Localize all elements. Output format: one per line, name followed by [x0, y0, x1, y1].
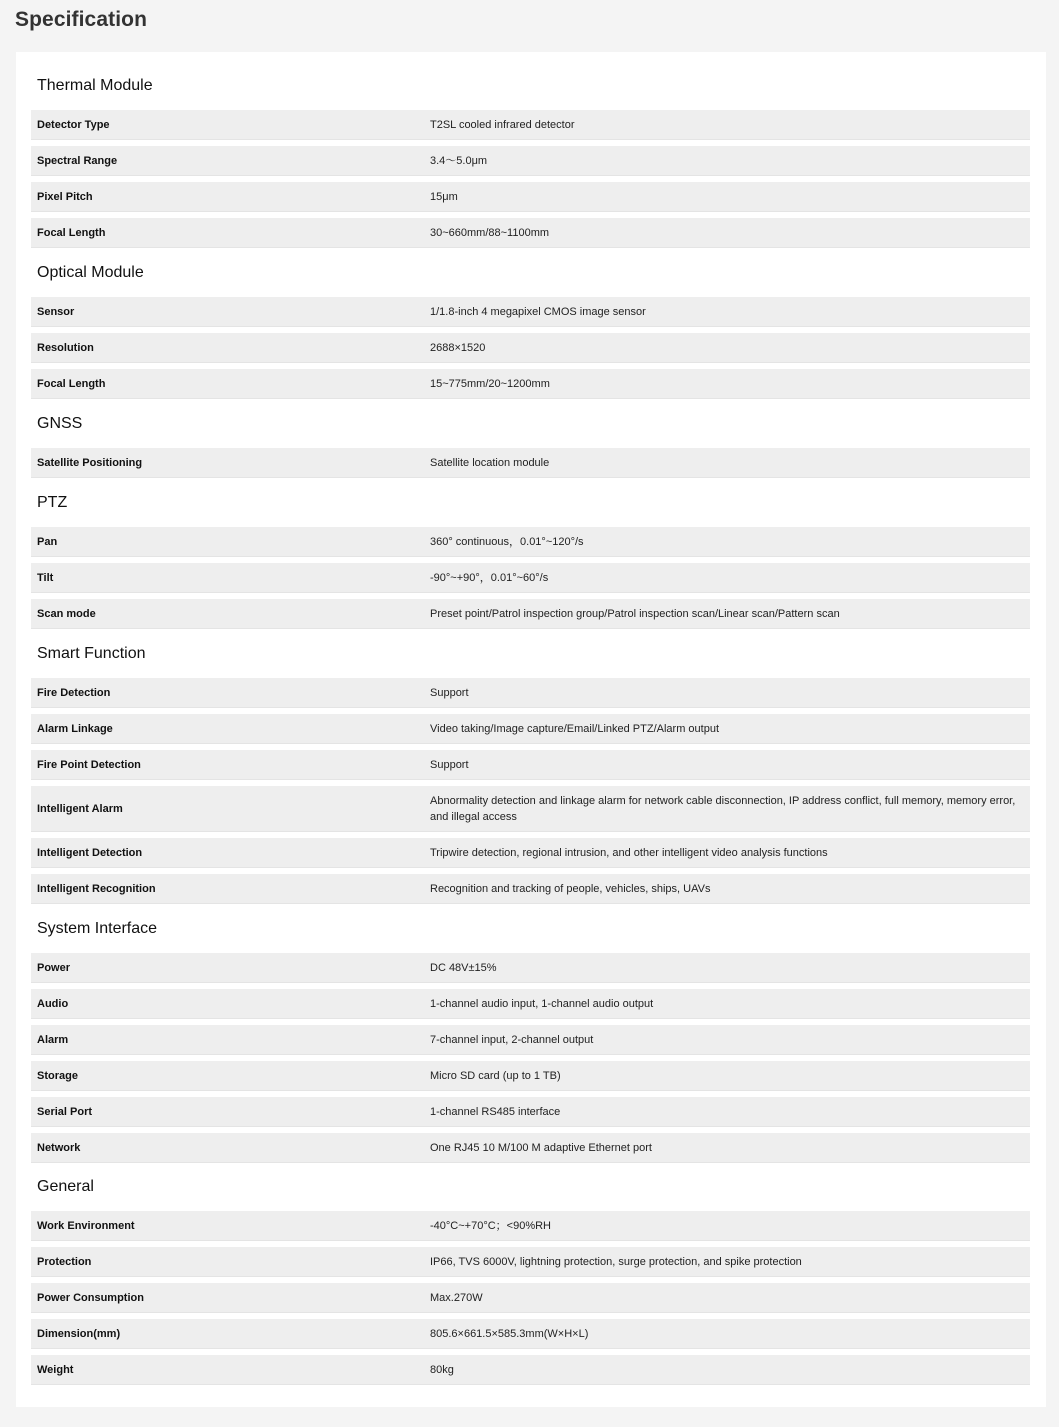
spec-label: Serial Port [37, 1105, 93, 1118]
spec-value: Satellite location module [430, 456, 550, 469]
spec-label: Spectral Range [37, 154, 118, 167]
spec-value: 1-channel audio input, 1-channel audio output [430, 997, 654, 1010]
section-title-general: General [37, 1178, 94, 1195]
page-title: Specification [15, 8, 147, 31]
spec-label: Network [37, 1141, 81, 1154]
spec-value: -90°~+90°，0.01°~60°/s [430, 571, 549, 584]
section-title-system-interface: System Interface [37, 920, 158, 937]
spec-label: Fire Detection [37, 686, 111, 699]
spec-value: T2SL cooled infrared detector [430, 118, 575, 131]
spec-row-power [31, 953, 1030, 983]
spec-label: Intelligent Recognition [37, 882, 156, 895]
spec-row-tilt [31, 563, 1030, 593]
spec-value: 7-channel input, 2-channel output [430, 1033, 594, 1046]
spec-row-storage [31, 1061, 1030, 1091]
spec-row-focal-length-optical [31, 369, 1030, 399]
spec-row-intelligent-detection [31, 838, 1030, 868]
spec-value: Video taking/Image capture/Email/Linked PTZ/Alarm output [430, 722, 720, 735]
spec-label: Alarm [37, 1033, 69, 1046]
spec-value: 360° continuous，0.01°~120°/s [430, 535, 584, 548]
spec-label: Pan [37, 535, 58, 548]
spec-row-pan [31, 527, 1030, 557]
spec-row-dimension [31, 1319, 1030, 1349]
spec-label: Weight [37, 1363, 74, 1376]
spec-label: Fire Point Detection [37, 758, 141, 771]
spec-value: Support [430, 758, 469, 771]
spec-value: DC 48V±15% [430, 961, 497, 974]
spec-label: Work Environment [37, 1219, 135, 1232]
spec-label: Detector Type [37, 118, 110, 131]
spec-row-intelligent-alarm [31, 786, 1030, 832]
spec-value: Abnormality detection and linkage alarm for network cable disconnection, IP address conflict, full memory, memory error, and illegal access [430, 794, 1016, 823]
spec-label: Intelligent Alarm [37, 802, 123, 815]
spec-label: Power Consumption [37, 1291, 144, 1304]
spec-value: 15~775mm/20~1200mm [430, 377, 550, 390]
spec-value: 2688×1520 [430, 341, 486, 354]
spec-label: Sensor [37, 305, 75, 318]
spec-row-pixel-pitch [31, 182, 1030, 212]
spec-label: Dimension(mm) [37, 1327, 121, 1340]
spec-label: Power [37, 961, 71, 974]
spec-row-spectral-range [31, 146, 1030, 176]
spec-row-work-environment [31, 1211, 1030, 1241]
spec-label: Storage [37, 1069, 78, 1082]
spec-value: IP66, TVS 6000V, lightning protection, surge protection, and spike protection [430, 1255, 802, 1268]
section-title-gnss: GNSS [37, 415, 83, 432]
spec-row-power-consumption [31, 1283, 1030, 1313]
spec-value: One RJ45 10 M/100 M adaptive Ethernet port [430, 1141, 652, 1154]
specification-card [16, 52, 1046, 1407]
spec-row-sensor [31, 297, 1030, 327]
spec-value: Tripwire detection, regional intrusion, and other intelligent video analysis functions [430, 846, 828, 859]
spec-label: Protection [37, 1255, 92, 1268]
spec-value: Support [430, 686, 469, 699]
spec-label: Focal Length [37, 377, 106, 390]
spec-value: Recognition and tracking of people, vehicles, ships, UAVs [430, 882, 711, 895]
spec-value: Micro SD card (up to 1 TB) [430, 1069, 561, 1082]
spec-row-resolution [31, 333, 1030, 363]
spec-row-weight [31, 1355, 1030, 1385]
spec-value: Preset point/Patrol inspection group/Patrol inspection scan/Linear scan/Pattern scan [430, 607, 840, 620]
spec-value: 1-channel RS485 interface [430, 1105, 561, 1118]
spec-row-alarm-linkage [31, 714, 1030, 744]
spec-row-scan-mode [31, 599, 1030, 629]
spec-label: Pixel Pitch [37, 190, 93, 203]
section-title-optical-module: Optical Module [37, 264, 144, 281]
section-title-ptz: PTZ [37, 494, 68, 511]
spec-value: 15μm [430, 190, 458, 203]
spec-row-alarm [31, 1025, 1030, 1055]
spec-value: Max.270W [430, 1291, 483, 1304]
spec-row-fire-point-detection [31, 750, 1030, 780]
spec-row-satellite-positioning [31, 448, 1030, 478]
spec-value: 3.4〜5.0μm [430, 154, 488, 167]
spec-label: Scan mode [37, 607, 96, 620]
spec-row-intelligent-recognition [31, 874, 1030, 904]
spec-row-focal-length-thermal [31, 218, 1030, 248]
spec-value: -40°C~+70°C；<90%RH [430, 1219, 551, 1232]
spec-label: Satellite Positioning [37, 456, 143, 469]
spec-value: 80kg [430, 1363, 454, 1376]
spec-value: 30~660mm/88~1100mm [430, 226, 550, 239]
spec-row-protection [31, 1247, 1030, 1277]
spec-row-network [31, 1133, 1030, 1163]
spec-row-detector-type [31, 110, 1030, 140]
section-title-thermal-module: Thermal Module [37, 77, 153, 94]
spec-label: Alarm Linkage [37, 722, 113, 735]
section-title-smart-function: Smart Function [37, 645, 146, 662]
spec-label: Tilt [37, 571, 54, 584]
spec-value: 805.6×661.5×585.3mm(W×H×L) [430, 1327, 589, 1340]
spec-label: Resolution [37, 341, 94, 354]
spec-label: Audio [37, 997, 69, 1010]
spec-row-fire-detection [31, 678, 1030, 708]
spec-label: Focal Length [37, 226, 106, 239]
spec-label: Intelligent Detection [37, 846, 143, 859]
spec-row-serial-port [31, 1097, 1030, 1127]
spec-value: 1/1.8-inch 4 megapixel CMOS image sensor [430, 305, 646, 318]
spec-row-audio [31, 989, 1030, 1019]
